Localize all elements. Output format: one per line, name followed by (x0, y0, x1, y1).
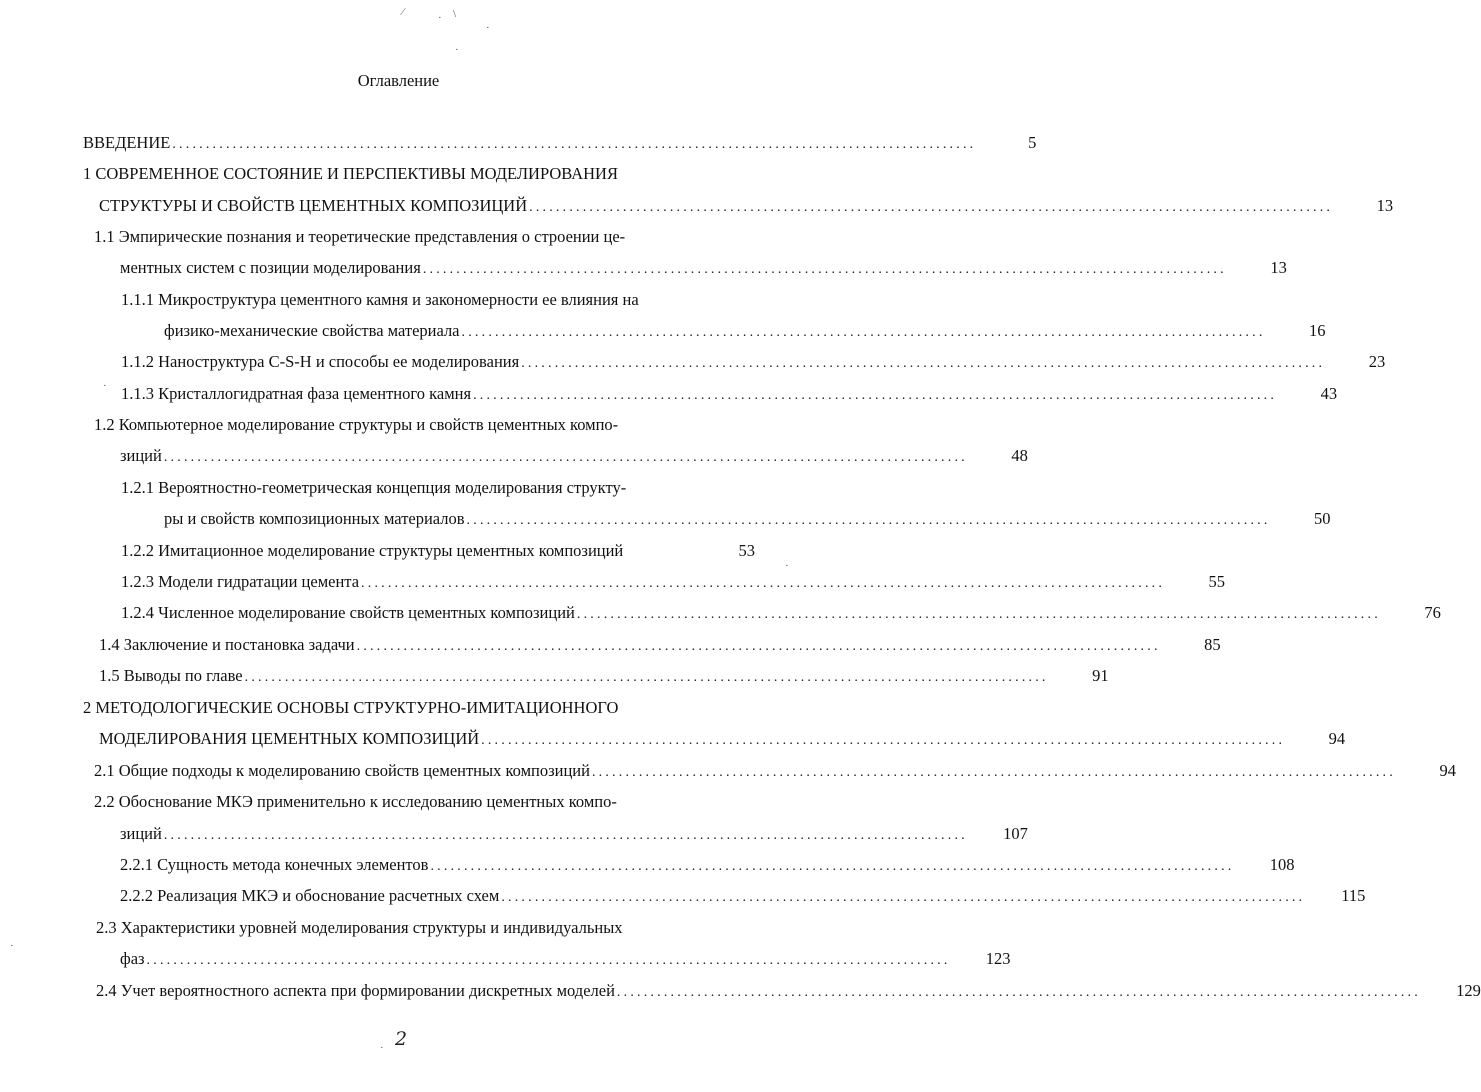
toc-entry-text: 2.2 Обоснование МКЭ применительно к исследованию цементных компо- (94, 792, 617, 811)
leader-dots: ........................................................................................................................ (576, 607, 1381, 622)
leader-dots: ........................................................................................................................ (146, 953, 951, 968)
leader-dots: ........................................................................................................................ (501, 890, 1306, 905)
speck: · (486, 22, 490, 34)
speck: · (785, 560, 789, 572)
leader-dots: ........................................................................................................................ (473, 388, 1278, 403)
toc-entry-page: 107 (1003, 824, 1028, 843)
toc-entry (83, 162, 755, 186)
toc-title: Оглавление (357, 71, 440, 90)
toc-entry (121, 350, 1386, 374)
toc-entry-page: 94 (1328, 729, 1346, 748)
toc-entry-page: 50 (1314, 509, 1331, 528)
toc-entry (99, 194, 1394, 218)
leader-dots: ........................................................................................................................ (172, 137, 977, 152)
speck: · (438, 12, 442, 24)
toc-entry-text: 1.2.1 Вероятностно-геометрическая концепция моделирования структу- (121, 478, 627, 497)
toc-entry-page: 43 (1320, 384, 1338, 403)
leader-dots: ........................................................................................................................ (616, 985, 1421, 1000)
toc-entry-text: 1.1.3 Кристаллогидратная фаза цементного камня (121, 384, 472, 403)
leader-dots: ........................................................................................................................ (481, 733, 1286, 748)
toc-entry (99, 633, 1221, 657)
toc-entry-text: 1.1.2 Наноструктура C-S-H и способы ее моделирования (121, 352, 520, 371)
toc-entry (120, 884, 1366, 908)
speck: \ (453, 8, 457, 20)
toc-entry (121, 601, 1441, 625)
toc-entry-text: ВВЕДЕНИЕ (83, 133, 171, 152)
leader-dots: ........................................................................................................................ (244, 670, 1049, 685)
toc-entry-text: 2.1 Общие подходы к моделированию свойств цементных композиций (94, 761, 590, 780)
toc-entry-page: 76 (1424, 603, 1441, 622)
leader-dots: ........................................................................................................................ (521, 356, 1326, 371)
leader-dots: ........................................................................................................................ (361, 576, 1166, 591)
toc-entry-text: ры и свойств композиционных материалов (164, 509, 465, 528)
toc-entry (94, 413, 755, 437)
toc-entry (120, 822, 1028, 846)
toc-entry-text: 1 СОВРЕМЕННОЕ СОСТОЯНИЕ И ПЕРСПЕКТИВЫ МОДЕЛИРОВАНИЯ (83, 164, 618, 183)
toc-entry (94, 790, 755, 814)
toc-entry (121, 288, 755, 312)
toc-entry-page: 53 (738, 541, 755, 560)
speck: · (103, 380, 107, 392)
toc-entry-page: 91 (1092, 666, 1109, 685)
leader-dots: ........................................................................................................................ (163, 450, 968, 465)
toc-entry (121, 570, 1226, 594)
speck: · (455, 44, 459, 56)
toc-entry-text: 2.3 Характеристики уровней моделирования структуры и индивидуальных (96, 918, 623, 937)
toc-entry-text: СТРУКТУРЫ И СВОЙСТВ ЦЕМЕНТНЫХ КОМПОЗИЦИЙ (99, 196, 528, 215)
toc-entry-page: 85 (1204, 635, 1221, 654)
toc-entry-text: 2 МЕТОДОЛОГИЧЕСКИЕ ОСНОВЫ СТРУКТУРНО-ИМИТАЦИОННОГО (83, 698, 619, 717)
toc-entry (99, 664, 1109, 688)
leader-dots: ........................................................................................................................ (163, 828, 968, 843)
toc-entry (83, 696, 755, 720)
toc-entry-text: 1.2 Компьютерное моделирование структуры и свойств цементных компо- (94, 415, 619, 434)
speck: · (380, 1042, 384, 1054)
leader-dots: ........................................................................................................................ (591, 765, 1396, 780)
toc-entry-page: 123 (985, 949, 1011, 968)
leader-dots: ........................................................................................................................ (466, 513, 1271, 528)
toc-entry-text: зиций (120, 446, 162, 465)
toc-entry (99, 727, 1346, 751)
page-number: 2 (395, 1028, 408, 1050)
toc-entry-text: зиций (120, 824, 162, 843)
toc-entry (96, 979, 1481, 1003)
toc-entry (121, 476, 755, 500)
toc-entry (120, 947, 1011, 971)
toc-entry (121, 539, 755, 563)
toc-entry-page: 55 (1208, 572, 1226, 591)
speck: ⁄ (402, 6, 404, 18)
toc-entry-text: ментных систем с позиции моделирования (120, 258, 421, 277)
leader-dots: ........................................................................................................................ (356, 639, 1161, 654)
toc-entry (121, 382, 1338, 406)
toc-entry (96, 916, 755, 940)
toc-entry-text: физико-механические свойства материала (164, 321, 460, 340)
toc-entry-text: 2.2.2 Реализация МКЭ и обоснование расчетных схем (120, 886, 500, 905)
leader-dots: ........................................................................................................................ (461, 325, 1266, 340)
toc-entry-text: 1.2.2 Имитационное моделирование структуры цементных композиций (121, 541, 624, 560)
toc-entry (83, 131, 1037, 155)
toc-entry-text: фаз (120, 949, 145, 968)
toc-entry (94, 759, 1456, 783)
toc-entry-text: 2.2.1 Сущность метода конечных элементов (120, 855, 429, 874)
toc-entry (164, 319, 1326, 343)
toc-entry-text: МОДЕЛИРОВАНИЯ ЦЕМЕНТНЫХ КОМПОЗИЦИЙ (99, 729, 480, 748)
toc-entry-text: 1.2.3 Модели гидратации цемента (121, 572, 360, 591)
toc-entry-text: 1.1 Эмпирические познания и теоретические представления о строении це- (94, 227, 626, 246)
toc-entry-page: 129 (1456, 981, 1481, 1000)
toc-entry-text: 1.1.1 Микроструктура цементного камня и закономерности ее влияния на (121, 290, 639, 309)
toc-entry-text: 1.4 Заключение и постановка задачи (99, 635, 355, 654)
toc-entry (120, 853, 1295, 877)
toc-entry-page: 108 (1269, 855, 1295, 874)
toc-entry (164, 507, 1331, 531)
toc-entry-page: 94 (1439, 761, 1456, 780)
toc-entry-page: 13 (1270, 258, 1287, 277)
toc-entry-page: 23 (1368, 352, 1386, 371)
toc-entry-page: 16 (1309, 321, 1326, 340)
toc-entry-page: 5 (1028, 133, 1037, 152)
speck: · (10, 940, 14, 952)
leader-dots: ........................................................................................................................ (422, 262, 1227, 277)
toc-entry-text: 2.4 Учет вероятностного аспекта при формировании дискретных моделей (96, 981, 615, 1000)
leader-dots: ........................................................................................................................ (430, 859, 1235, 874)
toc-entry-page: 13 (1376, 196, 1394, 215)
toc-entry-page: 48 (1011, 446, 1028, 465)
toc-entry-text: 1.5 Выводы по главе (99, 666, 243, 685)
leader-dots: ........................................................................................................................ (529, 200, 1334, 215)
toc-entry-text: 1.2.4 Численное моделирование свойств цементных композиций (121, 603, 575, 622)
toc-entry-page: 115 (1341, 886, 1366, 905)
toc-entry (94, 225, 755, 249)
toc-entry (120, 256, 1287, 280)
toc-entry (120, 444, 1028, 468)
